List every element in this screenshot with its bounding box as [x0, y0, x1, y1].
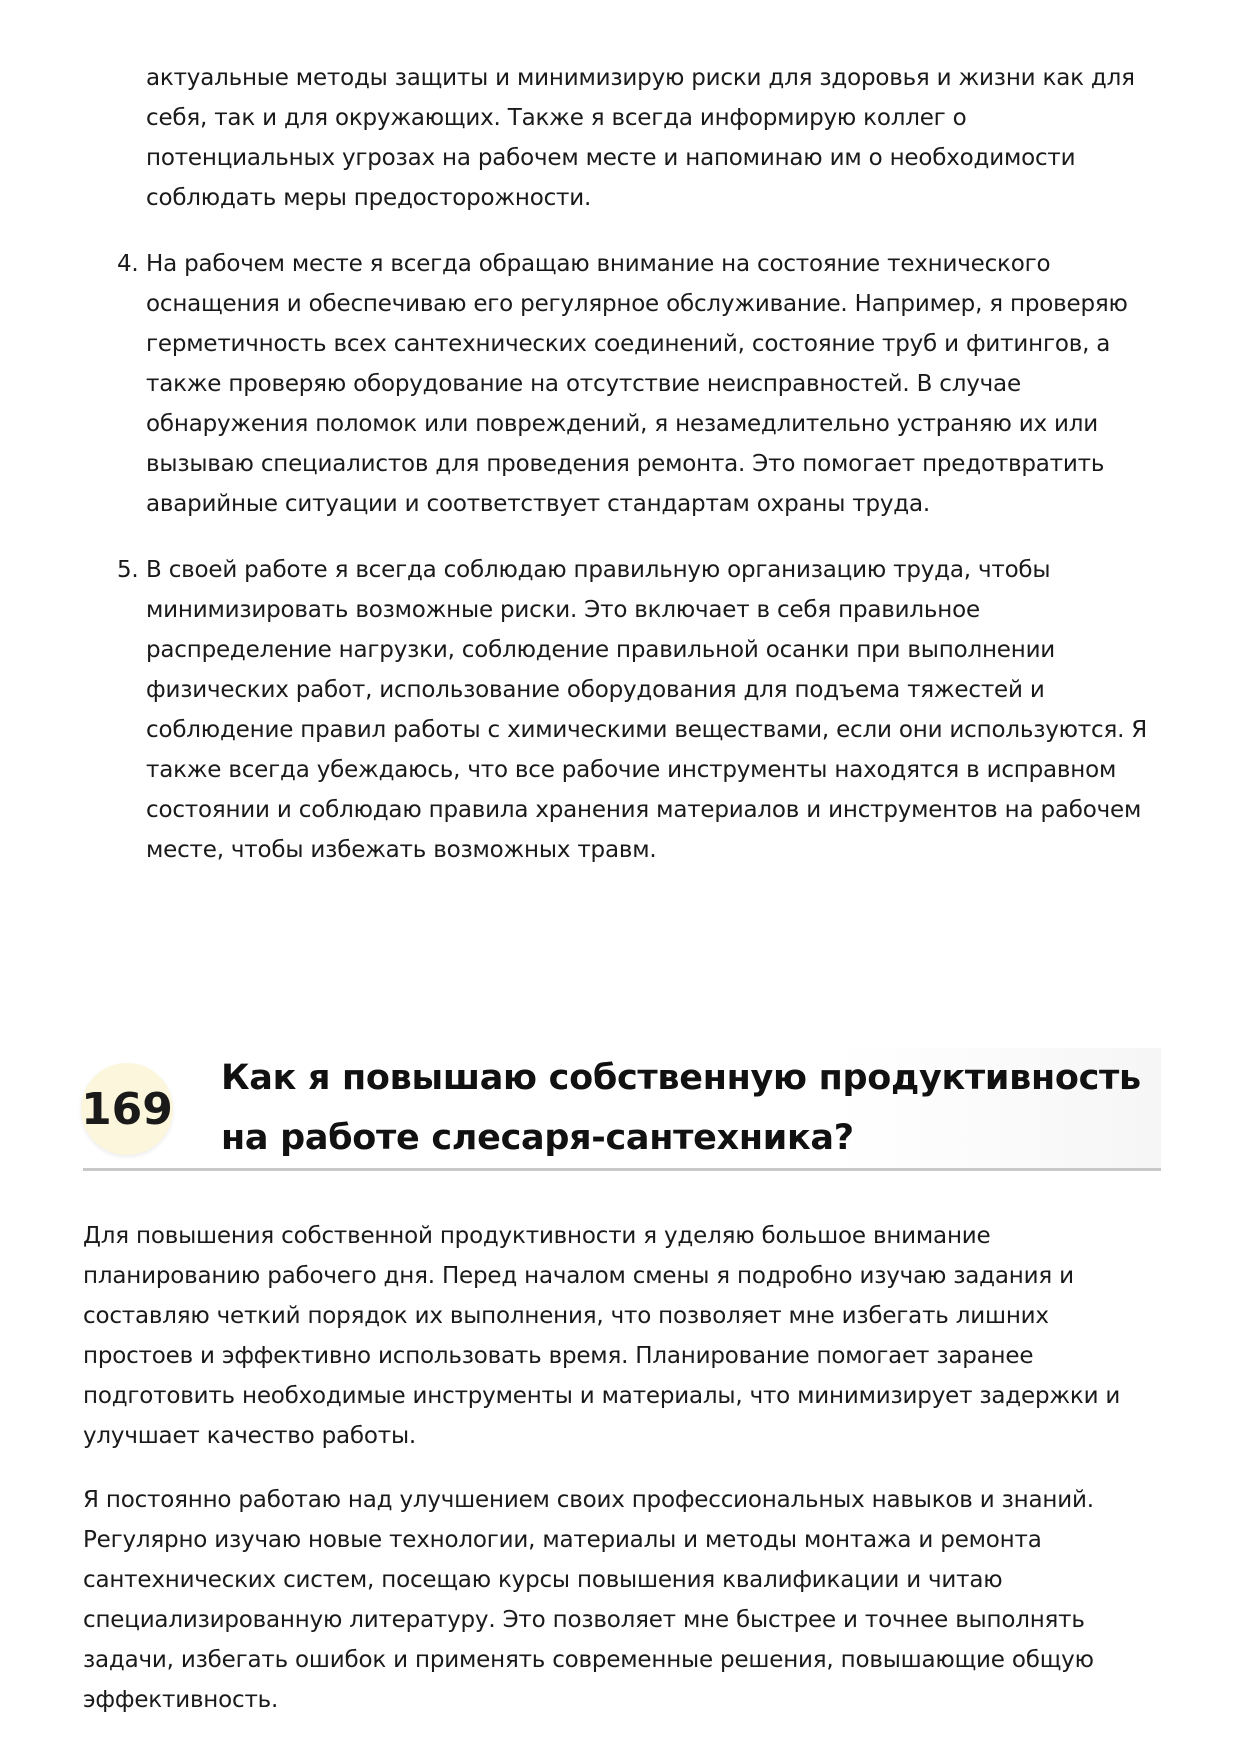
section-number-badge: 169	[81, 1063, 173, 1155]
paragraph: Я постоянно работаю над улучшением своих профессиональных навыков и знаний. Регулярно изучаю новые технологии, материалы и методы монтажа и ремонта сантехнических систем, посещаю курсы повышения квалификации и читаю специализированную литературу. Это позволяет мне быстрее и точнее выполнять задачи, избегать ошибок и применять современные решения, повышающие общую эффективность.	[83, 1487, 1094, 1713]
list-item-text: На рабочем месте я всегда обращаю внимание на состояние технического оснащения и обеспечиваю его регулярное обслуживание. Например, я проверяю герметичность всех сантехнических соединений, состояние труб и фитингов, а также проверяю оборудование на отсутствие неисправностей. В случае обнаружения поломок или повреждений, я незамедлительно устраняю их или вызываю специалистов для проведения ремонта. Это помогает предотвратить аварийные ситуации и соответствует стандартам охраны труда.	[146, 251, 1128, 517]
section-title: Как я повышаю собственную продуктивность на работе слесаря-сантехника?	[221, 1058, 1141, 1158]
list-item-continuation: актуальные методы защиты и минимизирую риски для здоровья и жизни как для себя, так и для окружающих. Также я всегда информирую коллег о потенциальных угрозах на рабочем месте и напоминаю им о необходимости соблюдать меры предосторожности.	[146, 65, 1135, 211]
numbered-list	[117, 244, 1156, 896]
list-item	[117, 244, 1156, 524]
section-header	[83, 1048, 1161, 1171]
list-item	[117, 550, 1156, 870]
section-body	[83, 1216, 1163, 1744]
paragraph: Для повышения собственной продуктивности я уделяю большое внимание планированию рабочего дня. Перед началом смены я подробно изучаю задания и составляю четкий порядок их выполнения, что позволяет мне избегать лишних простоев и эффективно использовать время. Планирование помогает заранее подготовить необходимые инструменты и материалы, что минимизирует задержки и улучшает качество работы.	[83, 1223, 1121, 1449]
list-item-text: В своей работе я всегда соблюдаю правильную организацию труда, чтобы минимизировать возможные риски. Это включает в себя правильное распределение нагрузки, соблюдение правильной осанки при выполнении физических работ, использование оборудования для подъема тяжестей и соблюдение правил работы с химическими веществами, если они используются. Я также всегда убеждаюсь, что все рабочие инструменты находятся в исправном состоянии и соблюдаю правила хранения материалов и инструментов на рабочем месте, чтобы избежать возможных травм.	[146, 557, 1148, 863]
list-item-number: 4.	[117, 251, 139, 277]
list-item-number: 5.	[117, 557, 139, 583]
